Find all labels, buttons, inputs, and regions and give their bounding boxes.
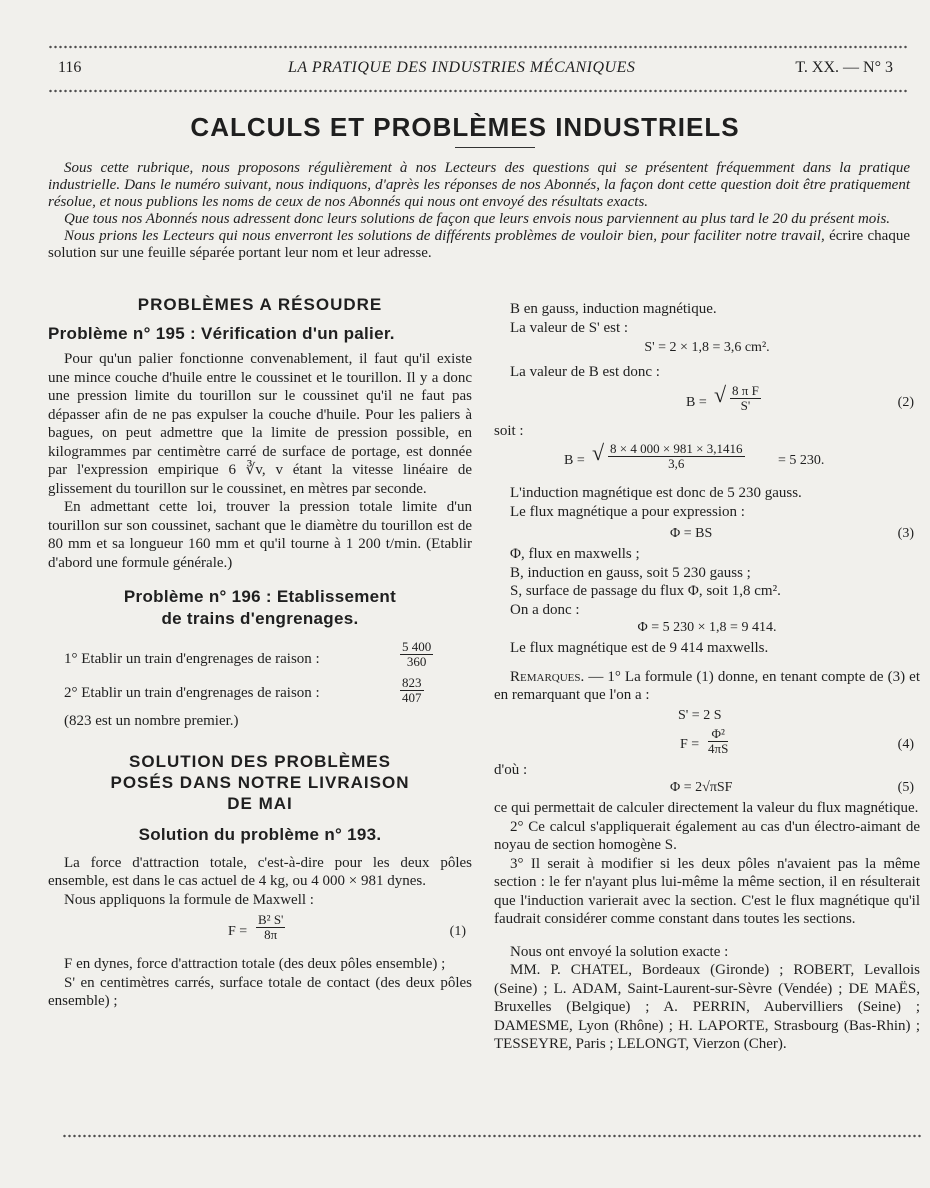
intro-paragraph-2: Que tous nos Abonnés nous adressent donc leurs solutions de façon que leurs envois nous parviennent au plus tard le 20 du présent mois. (64, 211, 891, 227)
solution-193-title: Solution du problème n° 193. (138, 824, 382, 844)
heading-problems: PROBLÈMES A RÉSOUDRE (137, 295, 383, 314)
right-text-4: L'induction magnétique est donc de 5 230 gauss. (510, 485, 802, 501)
right-text-10: Le flux magnétique est de 9 414 maxwells. (510, 640, 769, 656)
correct-senders-list: MM. P. CHATEL, Bordeaux (Gironde) ; ROBERT, Levallois (Seine) ; L. ADAM, Saint-Laurent-sur-Sèvre (Vendée) ; DE MAËS, Bruxelles (Belgique) ; A. PERRIN, Aubervilliers (Seine) ; DAMESME, Lyon (Rhône) ; H. LAPORTE, Strasbourg (Bas-Rhin) ; TESSEYRE, Paris ; LELONGT, Vierzon (Cher). (494, 962, 920, 1052)
equation-4: F = $\frac{\text{Φ²}}{4\pi S}$ (4) (680, 725, 914, 756)
solution-193-text-3: F en dynes, force d'attraction totale (des deux pôles ensemble) ; (64, 956, 446, 972)
problem-196-title-2: de trains d'engrenages. (161, 609, 359, 628)
heading-solutions-3: DE MAI (227, 793, 293, 813)
problem-195-title: Problème n° 195 : Vérification d'un palier. (48, 324, 395, 343)
solution-193-text-1: La force d'attraction totale, c'est-à-dire pour les deux pôles ensemble, est dans le cas actuel de 4 kg, ou 4 000 × 981 dynes. (48, 854, 472, 889)
intro-paragraph-3: Nous prions les Lecteurs qui nous enverront les solutions de différents problèmes de vouloir bien, pour faciliter notre travail, écrire chaque solution sur une feuille séparée portant leur nom et leur adresse. (48, 228, 910, 261)
remarks-1: Remarques. — 1° La formule (1) donne, en tenant compte de (3) et en remarquant que l'on a : (494, 668, 920, 703)
title-rule (455, 147, 535, 148)
problem-196-note: (823 est un nombre premier.) (64, 713, 239, 729)
intro (48, 160, 910, 262)
solution-193-text-4: S' en centimètres carrés, surface totale de contact (des deux pôles ensemble) ; (48, 974, 472, 1009)
equation-s2: S' = 2 S (678, 707, 722, 723)
equation-5: Φ = 2√πSF (5) (670, 780, 914, 795)
volume-number: T. XX. — N° 3 (795, 59, 893, 76)
section-title: CALCULS ET PROBLÈMES INDUSTRIELS (190, 112, 740, 142)
right-text-6: Φ, flux en maxwells ; (510, 546, 640, 562)
right-text-5: Le flux magnétique a pour expression : (510, 503, 745, 520)
equation-phi: Φ = 5 230 × 1,8 = 9 414. (637, 620, 777, 635)
solution-193-text-2: Nous appliquons la formule de Maxwell : (64, 891, 314, 908)
equation-1: F = $\frac{\text{B² S'}}{8\pi}$ (1) (228, 912, 466, 942)
intro-paragraph-1: Sous cette rubrique, nous proposons régulièrement à nos Lecteurs des questions qui se présentent fréquemment dans la pratique industrielle. Dans le numéro suivant, nous indiquons, d'après les réponses de nos Abonnés, la façon dont cette question doit être pratiquement résolue, et nous publions les noms de ceux de nos Abonnés qui nous ont envoyé des résultats exacts. (48, 160, 910, 210)
problem-195-text: Pour qu'un palier fonctionne convenablement, il faut qu'il existe une mince couche d'huile entre le coussinet et le tourillon. Il y a donc une pression limite du tourillon sur le coussinet qu'il ne faut pas dépasser afin de ne pas expulser la couche d'huile. Pour les paliers à bagues, on peut admettre que la limite de pression possible, en kilogrammes par centimètre carré de surface de portage, est donnée par l'expression empirique 6 ∛v, v étant la vitesse linéaire de glissement du tourillon sur le coussinet, en mètres par seconde. (48, 351, 472, 497)
equation-s: S' = 2 × 1,8 = 3,6 cm². (644, 340, 770, 355)
top-dotted-rule (48, 44, 908, 50)
heading-solutions-1: SOLUTION DES PROBLÈMES (129, 751, 391, 771)
problem-196-item-1: 1° Etablir un train d'engrenages de raison : $\frac{5 400}{360}$ (64, 639, 432, 669)
left-column (48, 292, 472, 1011)
right-text-9: On a donc : (510, 601, 580, 618)
right-text-7: B, induction en gauss, soit 5 230 gauss ; (510, 564, 751, 581)
header-dotted-rule (48, 88, 908, 94)
problem-196-title-1: Problème n° 196 : Etablissement (123, 587, 397, 606)
bottom-dotted-rule (62, 1133, 922, 1139)
right-soit: soit : (494, 422, 524, 439)
remarks-2: 2° Ce calcul s'appliquerait également au cas d'un électro-aimant de noyau de section homogène S. (494, 818, 920, 853)
problem-195-question: En admettant cette loi, trouver la pression totale limite d'un tourillon sur son coussinet, sachant que le diamètre du tourillon est de 80 mm et sa longueur 160 mm et qu'il tourne à 1 200 t/min. (Etablir d'abord une formule générale.) (48, 499, 472, 571)
remarks-1-end: ce qui permettait de calculer directement la valeur du flux magnétique. (494, 800, 919, 816)
page-number: 116 (58, 59, 82, 76)
heading-solutions-2: POSÉS DANS NOTRE LIVRAISON (110, 772, 410, 792)
running-title: LA PRATIQUE DES INDUSTRIES MÉCANIQUES (288, 59, 636, 76)
remarks-3: 3° Il serait à modifier si les deux pôles n'avaient pas la même section : le fer n'ayant plus lui-même la même section, il en résulterait que l'induction varierait avec la section. C'est le flux magnétique qu'il faudrait considérer comme constant dans toutes les sections. (494, 855, 920, 927)
equation-2: B = √ $\frac{\text{8 π F}}{S'}$ (2) (686, 381, 914, 413)
right-text-8: S, surface de passage du flux Φ, soit 1,8 cm². (510, 583, 781, 599)
right-text-3: La valeur de B est donc : (510, 364, 660, 380)
equation-3: Φ = BS (3) (670, 526, 914, 541)
correct-senders-label: Nous ont envoyé la solution exacte : (510, 943, 729, 960)
right-column (494, 300, 920, 1054)
right-text-1: B en gauss, induction magnétique. (510, 301, 717, 317)
running-header (58, 55, 903, 83)
problem-196-item-2: 2° Etablir un train d'engrenages de raison : $\frac{823}{407}$ (64, 675, 422, 705)
equation-b: B = √ $\frac{8 \times 4 000 \times 981 \times 3,1416}{3,6}$ = 5 230. (564, 440, 825, 471)
right-dou: d'où : (494, 761, 528, 778)
right-text-2: La valeur de S' est : (510, 319, 629, 336)
